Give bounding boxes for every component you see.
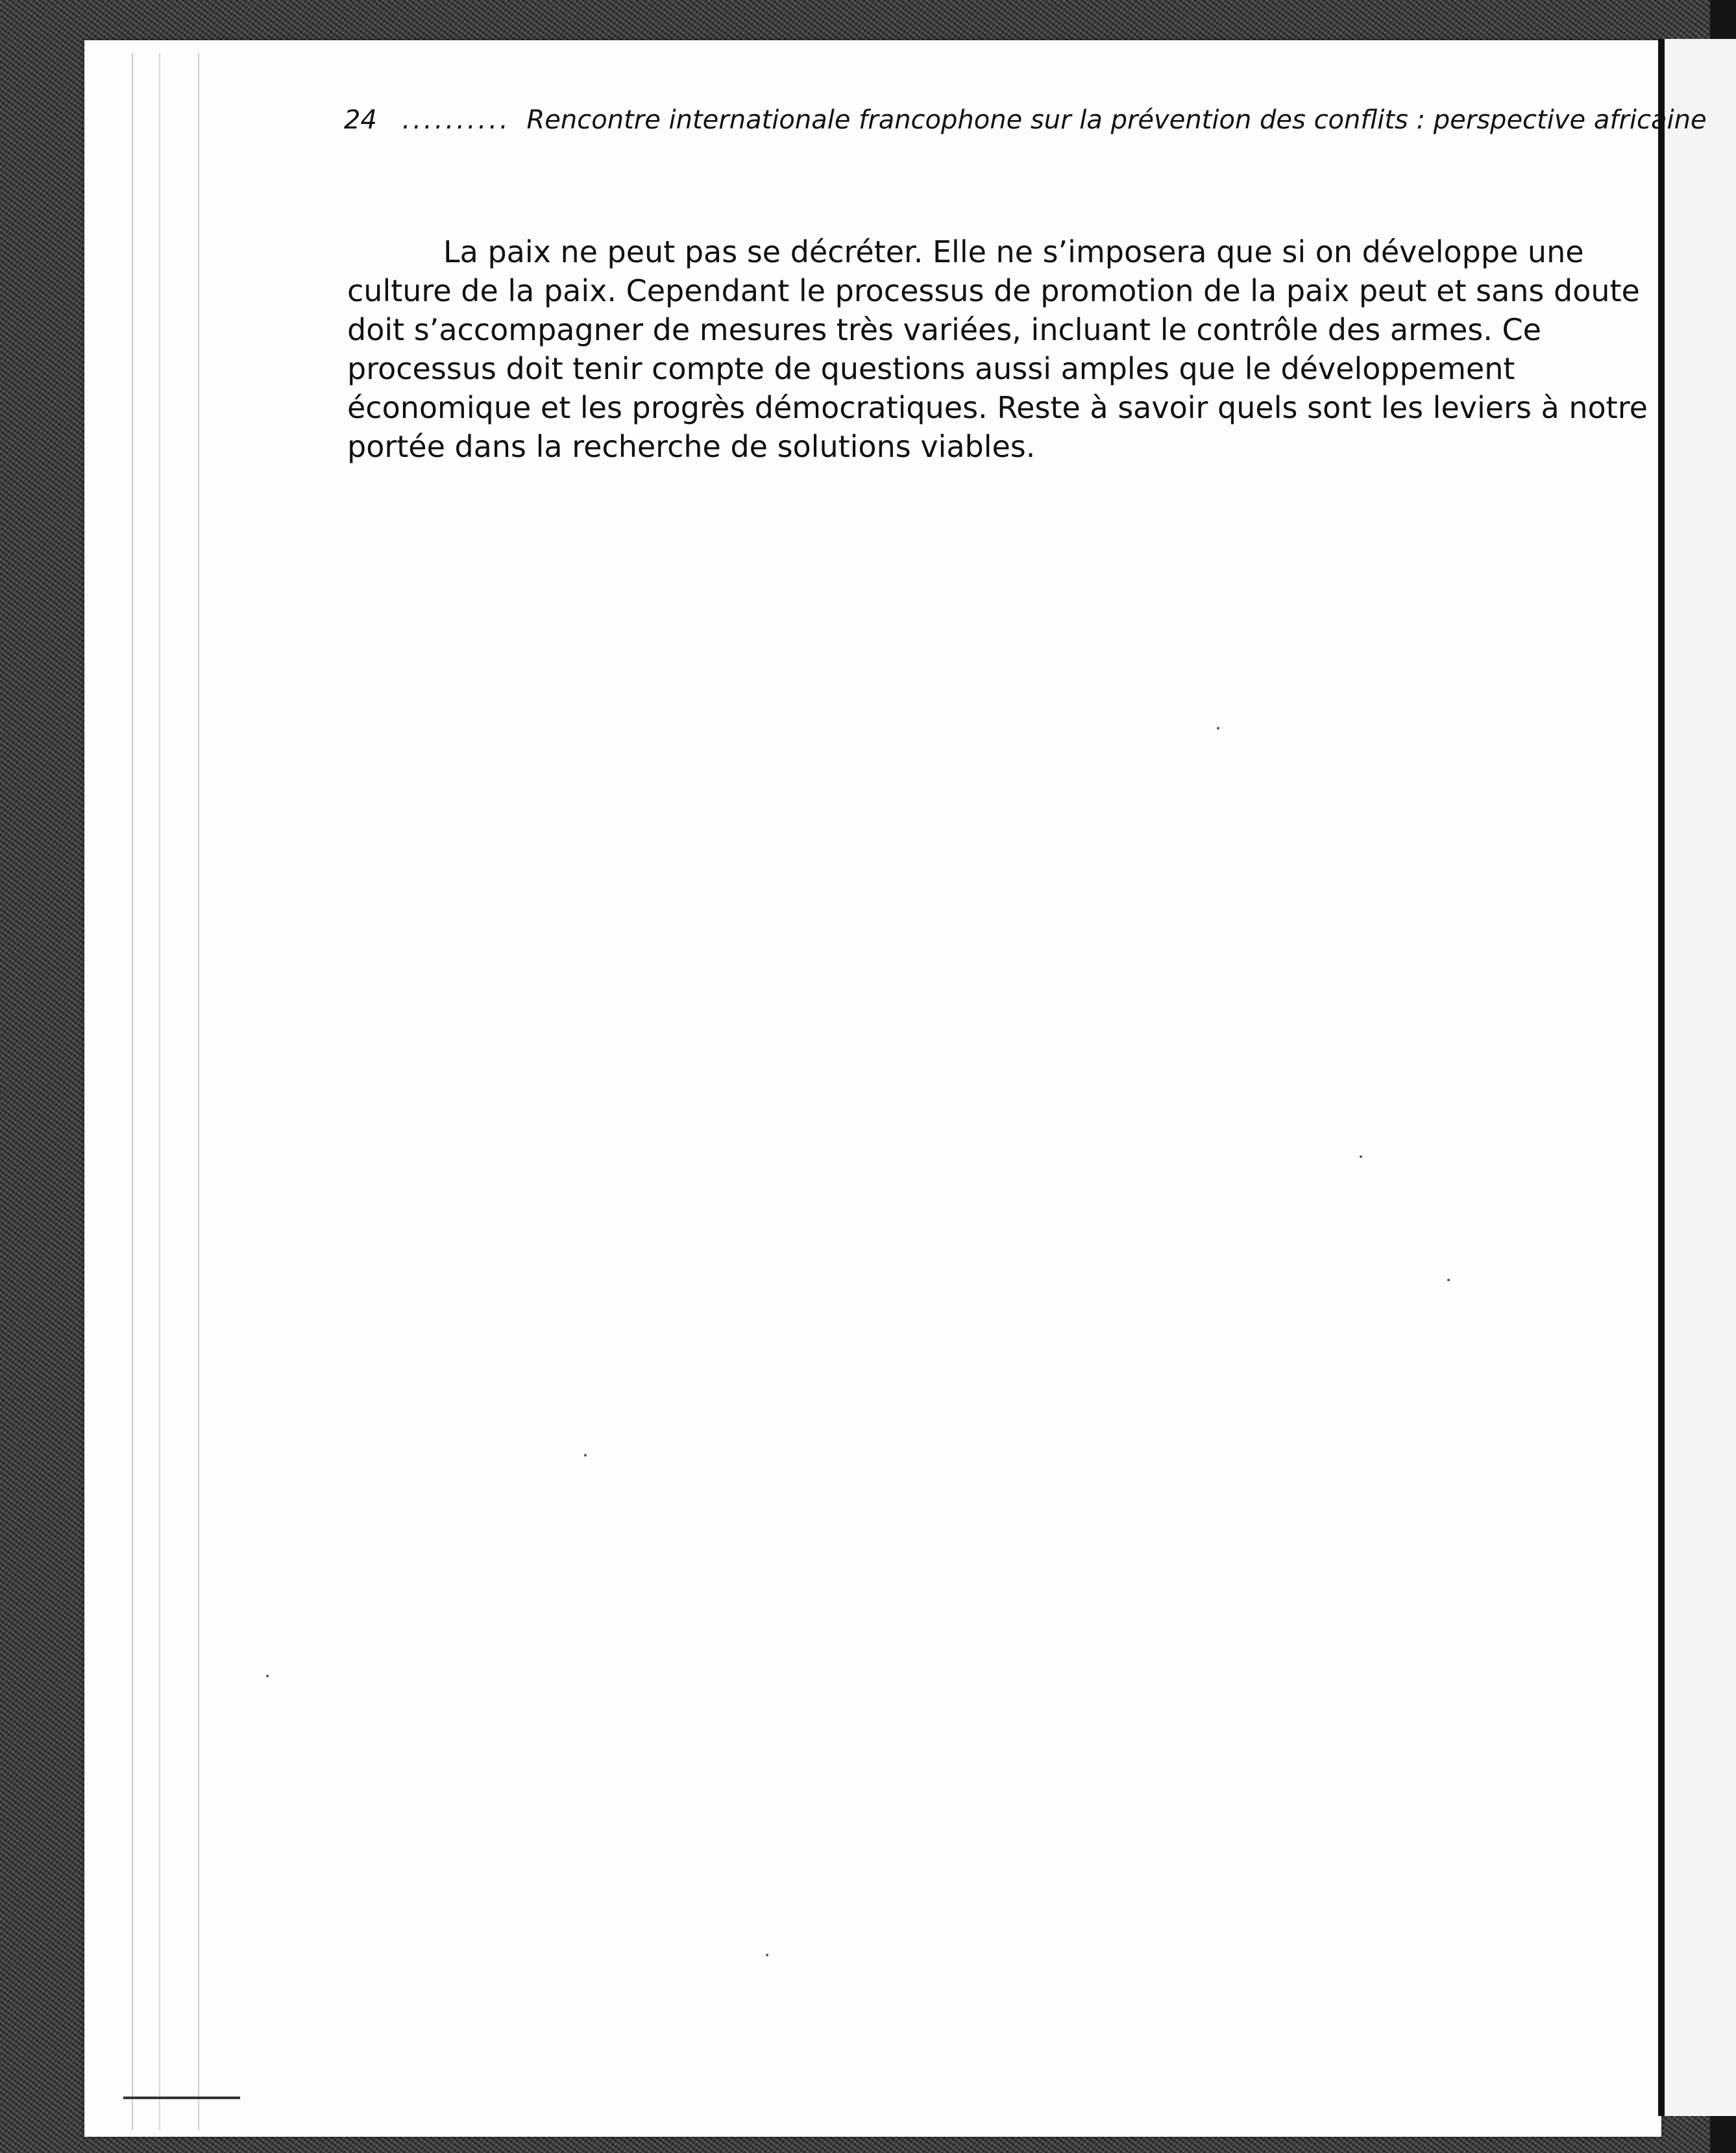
paragraph-line: processus doit tenir compte de questions aussi amples que le développement [347, 351, 1515, 386]
paragraph-line: portée dans la recherche de solutions viables. [347, 429, 1036, 464]
paragraph-line: La paix ne peut pas se décréter. Elle ne s’imposera que si on développe une [443, 234, 1584, 269]
running-title: Rencontre internationale francophone sur la prévention des conflits : perspective africaine [526, 105, 1707, 135]
scan-speck [766, 1954, 768, 1956]
adjacent-page-edge [1658, 39, 1736, 2116]
paragraph-line: économique et les progrès démocratiques. Reste à savoir quels sont les leviers à notre [347, 390, 1648, 425]
paragraph-line: doit s’accompagner de mesures très variées, incluant le contrôle des armes. Ce [347, 312, 1541, 347]
scan-speck [1360, 1155, 1362, 1158]
scan-speck [1217, 727, 1219, 730]
page-number: 24 [344, 105, 377, 135]
page-corner-mark [123, 2097, 240, 2099]
page-edge-lines [120, 53, 289, 2130]
scan-speck [1447, 1279, 1450, 1281]
scan-speck [584, 1454, 587, 1457]
scan-speck [266, 1675, 269, 1677]
header-leader-dots: .......... [402, 105, 511, 135]
paragraph-line: culture de la paix. Cependant le processus de promotion de la paix peut et sans doute [347, 273, 1640, 308]
running-header [344, 105, 1707, 135]
paragraph [347, 232, 1648, 466]
